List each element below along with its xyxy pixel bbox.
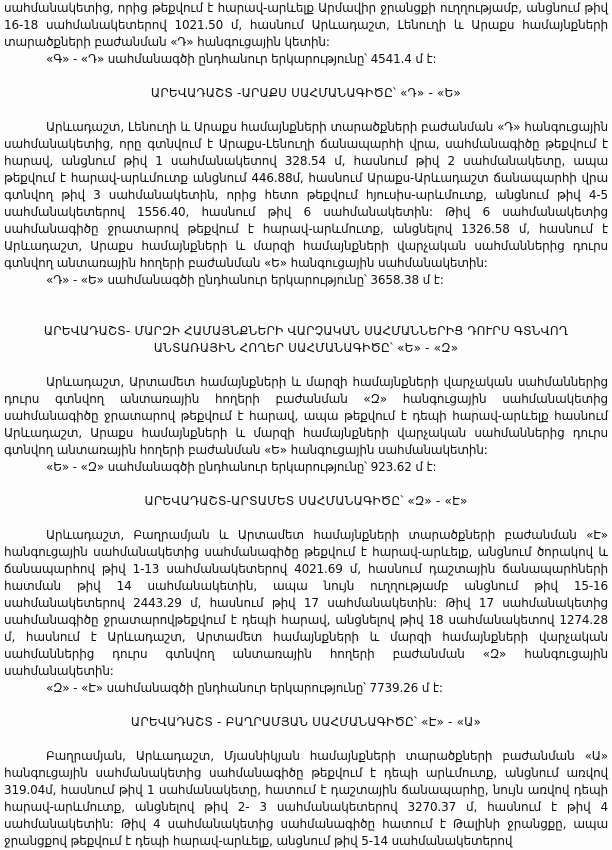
- spacer: [4, 731, 608, 748]
- spacer: [4, 510, 608, 527]
- spacer: [4, 289, 608, 323]
- section-heading-e-z: ԱՐԵՎԱԴԱՇՏ- ՄԱՐԶԻ ՀԱՄԱՅՆՔՆԵՐԻ ՎԱՐՉԱԿԱՆ ՍԱՀՄԱՆՆԵՐԻՑ ԴՈՒՐՍ ԳՏՆՎՈՂ ԱՆՏԱՌԱՅԻՆ ՀՈՂԵՐ ՍԱՀՄԱՆԱԳԻԾԸ՝ «Ե» - «Զ»: [43, 324, 569, 355]
- section-heading-d-e: ԱՐԵՎԱԴԱՇՏ -ԱՐԱՔՍ ՍԱՀՄԱՆԱԳԻԾԸ՝ «Դ» - «Ե»: [150, 86, 462, 100]
- segment-total-length-g-d: «Գ» - «Դ» սահմանագծի ընդհանուր երկարությունը՝ 4541.4 մ է:: [46, 52, 437, 66]
- spacer: [4, 357, 608, 374]
- segment-total-length-e-z: «Ե» - «Զ» սահմանագծի ընդհանուր երկարությունը՝ 923.62 մ է:: [46, 460, 437, 474]
- section-paragraph-e-z: Արևադաշտ, Արտամետ համայնքների և մարզի համայնքների վարչական սահմաններից դուրս գտնվող անտառային հողերի բաժանման «Զ» հանգուցային սահմանակետից սահմանագիծը ջրատարով թեքվում է հարավ, ապա թեքվում է դեպի հարավ-արևելք հասնում Արևադաշտ, Արաքս համայնքների և մարզի համայնքների վարչական սահմաններից դուրս գտնվող անտառային հողերի բաժանման «Ե» հանգուցային սահմանակետին:: [4, 375, 608, 457]
- spacer: [4, 68, 608, 85]
- section-paragraph-z-e: Արևադաշտ, Բաղրամյան և Արտամետ համայնքների տարածքների բաժանման «Է» հանգուցային սահմանակետից սահմանագիծը թեքվում է հարավ-արևելք, անցնում ծորակով և ճանապարհով թիվ 1-13 սահմանակետերով 4021.69 մ, հասնում դաշտային ճանապարհների հատման թիվ 14 սահմանակետին, ապա նույն ուղղությամբ անցնում թիվ 15-16 սահմանակետերով 2443.29 մ, հասնում թիվ 17 սահմանակետին: Թիվ 17 սահմանակետից սահմանագիծը ջրատարովթեքվում է դեպի հարավ, անցնելով թիվ 18 սահմանակետով 1274.28 մ, հասնում է Արևադաշտ, Արտամետ համայնքների և մարզի համայնքների վարչական սահմաններից դուրս գտնվող անտառային հողերի բաժանման «Զ» հանգուցային սահմանակետին:: [4, 528, 608, 678]
- section-heading-z-e: ԱՐԵՎԱԴԱՇՏ-ԱՐՏԱՄԵՏ ՍԱՀՄԱՆԱԳԻԾԸ՝ «Զ» - «Է»: [144, 494, 468, 508]
- paragraph-continuation: սահմանակետից, որից թեքվում է հարավ-արևելք Արմավիր ջրանցքի ուղղությամբ, անցնում թիվ 16-18 սահմանակետերով 1021.50 մ, հասնում Արևադաշտ, Լենուղի և Արաքս համայնքների տարածքների բաժանման «Դ» հանգուցային կետին:: [4, 1, 608, 49]
- segment-total-length-z-e: «Զ» - «Է» սահմանագծի ընդհանուր երկարությունը՝ 7739.26 մ է:: [46, 681, 443, 695]
- section-paragraph-d-e: Արևադաշտ, Լենուղի և Արաքս համայնքների տարածքների բաժանման «Դ» հանգուցային սահմանակետից, որը գտնվում է Արաքս-Լենուղի ճանապարհի վրա, սահմանագիծը թեքվում է հարավ, անցնում թիվ 1 սահմանակետով 328.54 մ, հասնում թիվ 2 սահմանակետը, ապա թեքվում է հարավ-արևմուտք անցնում 446.88մ, հասնում Արաքս-Արևադաշտ ճանապարհի վրա գտնվող թիվ 3 սահմանակետին, որից հետո թեքվում հյուսիս-արևմուտք, անցնում թիվ 4-5 սահմանակետերով 1556.40, հասնում թիվ 6 սահմանակետին: Թիվ 6 սահմանակետից սահմանագիծը ջրատարով թեքվում է հարավ-արևմուտք, անցնելով 1326.58 մ, հասնում է Արևադաշտ, Արաքս համայնքների և մարզի համայնքների վարչական սահմաններից դուրս գտնվող անտառային հողերի բաժանման «Ե» հանգուցային սահմանակետին:: [4, 120, 608, 270]
- segment-total-length-d-e: «Դ» - «Ե» սահմանագծի ընդհանուր երկարությունը՝ 3658.38 մ է:: [46, 273, 444, 287]
- section-heading-e-a: ԱՐԵՎԱԴԱՇՏ - ԲԱՂՐԱՄՅԱՆ ՍԱՀՄԱՆԱԳԻԾԸ՝ «Է» - «Ա»: [130, 715, 482, 729]
- spacer: [4, 102, 608, 119]
- spacer: [4, 476, 608, 493]
- section-paragraph-e-a: Բաղրամյան, Արևադաշտ, Մյասնիկյան համայնքների տարածքների բաժանման «Ա» հանգուցային սահմանակետից սահմանագիծը թեքվում է դեպի արևմուտք, անցնում առվով 319.04մ, հասնում թիվ 1 սահմանակետը, հատում է դաշտային ճանապարհը, նույն առվով դեպի հարավ-արևմուտք, անցնելով թիվ 2- 3 սահմանակետերով 3270.37 մ, հասնում է թիվ 4 սահմանակետին: Թիվ 4 սահմանակետից սահմանագիծը հատում է Թալինի ջրանցքը, ապա ջրանցքով թեքվում է դեպի հարավ-արևելք, անցնում թիվ 5-14 սահմանակետերով: [4, 749, 608, 848]
- spacer: [4, 697, 608, 714]
